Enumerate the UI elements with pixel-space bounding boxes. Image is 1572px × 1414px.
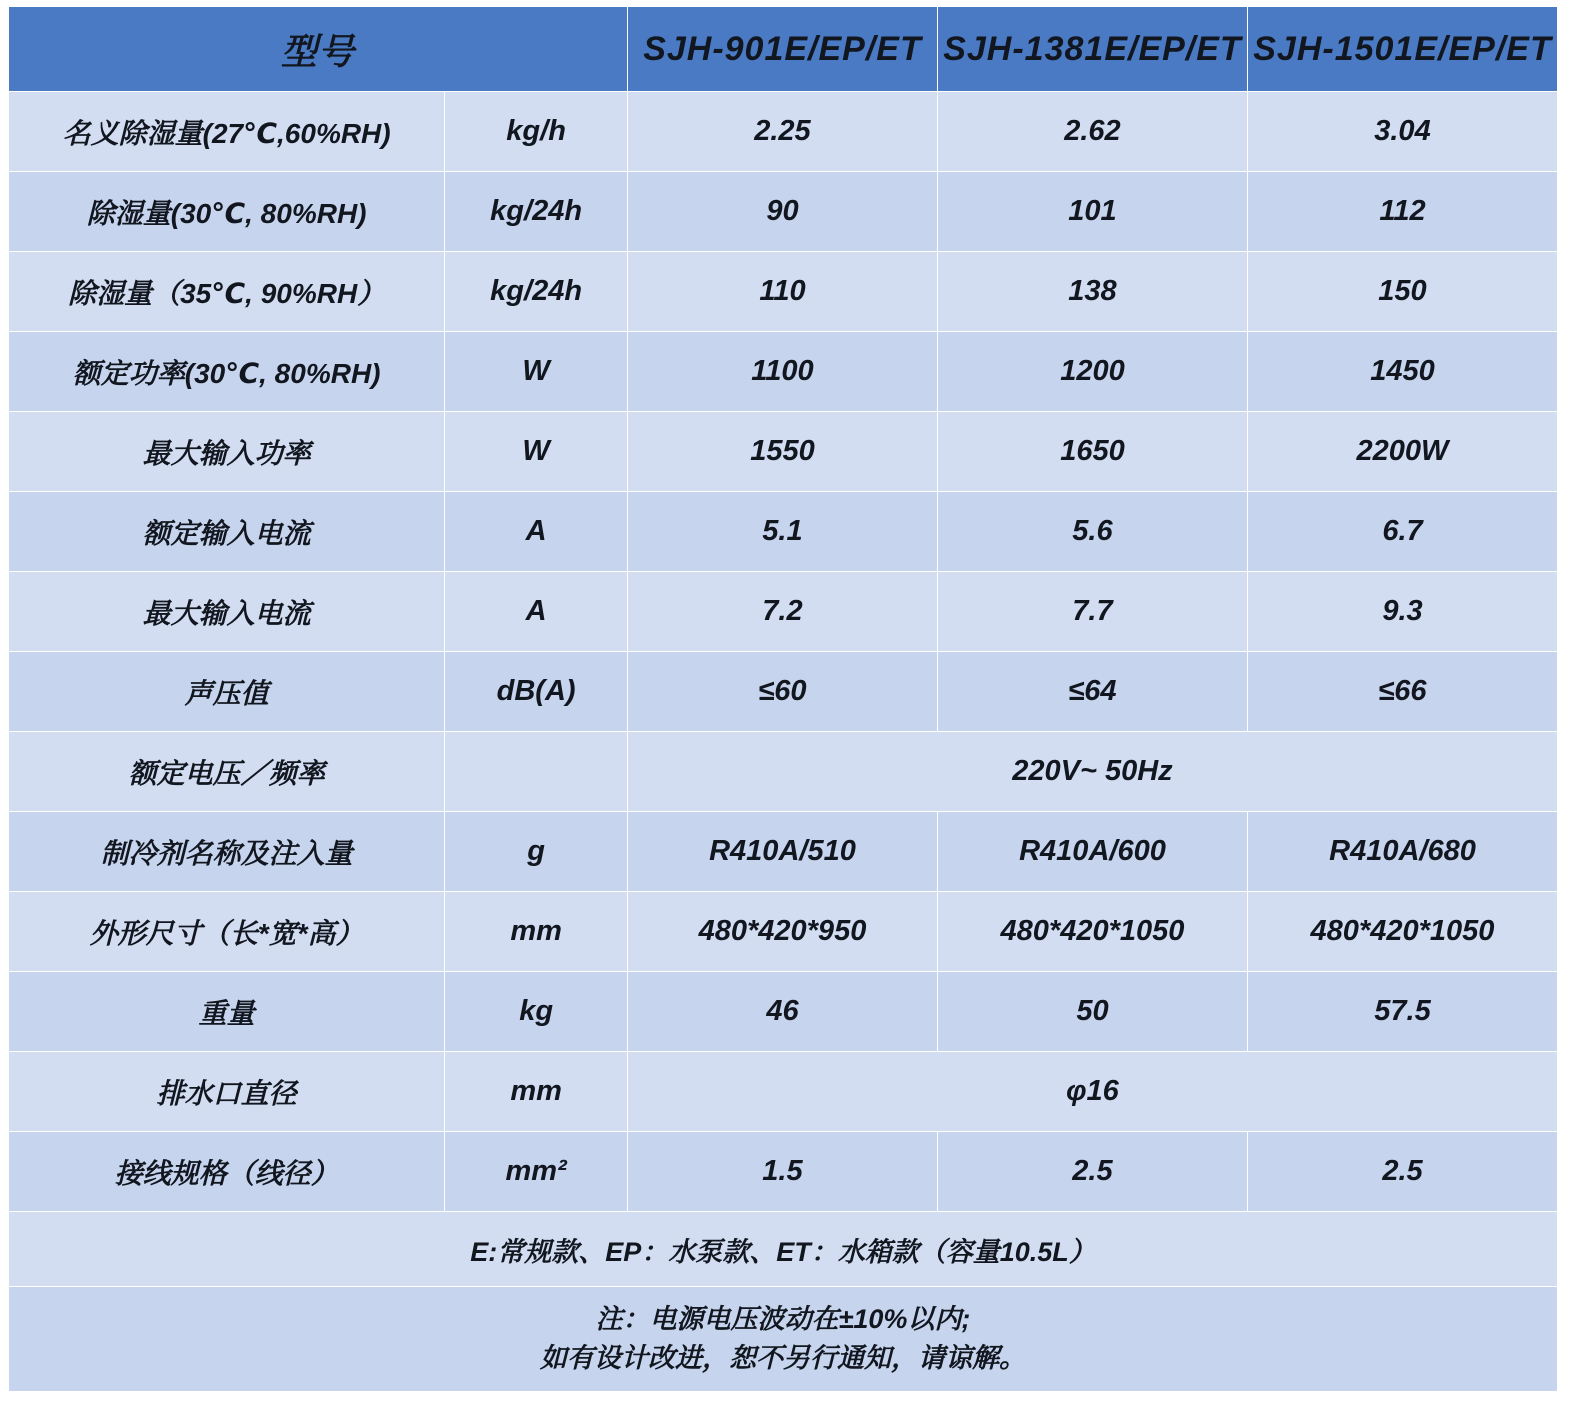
table-row [9,652,1558,732]
row-value-2: 5.6 [937,492,1247,572]
row-value-span: 220V~ 50Hz [627,732,1557,812]
row-value-2: 101 [937,172,1247,252]
row-value-1: 480*420*950 [627,892,937,972]
row-label: 额定输入电流 [9,492,445,572]
row-value-3: 3.04 [1247,92,1557,172]
row-value-1: 1.5 [627,1132,937,1212]
table-row-voltage [9,732,1558,812]
row-value-1: R410A/510 [627,812,937,892]
row-label: 排水口直径 [9,1052,445,1132]
row-value-2: 1200 [937,332,1247,412]
row-value-1: 90 [627,172,937,252]
row-unit: kg/24h [445,252,628,332]
row-value-3: 6.7 [1247,492,1557,572]
table-row [9,172,1558,252]
row-unit: kg [445,972,628,1052]
row-label: 名义除湿量(27℃,60%RH) [9,92,445,172]
table-row [9,1132,1558,1212]
row-value-3: R410A/680 [1247,812,1557,892]
table-row [9,572,1558,652]
row-label: 额定电压／频率 [9,732,445,812]
row-label: 除湿量（35℃, 90%RH） [9,252,445,332]
footer-note-line-2: 如有设计改进，恕不另行通知，请谅解。 [540,1343,1026,1373]
row-value-1: ≤60 [627,652,937,732]
table-row [9,812,1558,892]
row-unit: g [445,812,628,892]
row-value-3: 2200W [1247,412,1557,492]
row-value-3: 112 [1247,172,1557,252]
row-value-1: 1550 [627,412,937,492]
footer-note-row [9,1287,1558,1392]
row-label: 外形尺寸（长*宽*高） [9,892,445,972]
row-value-3: 9.3 [1247,572,1557,652]
row-label: 声压值 [9,652,445,732]
row-value-3: 1450 [1247,332,1557,412]
row-label: 接线规格（线径） [9,1132,445,1212]
row-value-1: 46 [627,972,937,1052]
row-value-1: 5.1 [627,492,937,572]
row-unit: kg/h [445,92,628,172]
row-label: 最大输入功率 [9,412,445,492]
row-unit: W [445,412,628,492]
row-value-2: 480*420*1050 [937,892,1247,972]
footer-note-line-1: 注：电源电压波动在±10%以内; [595,1303,971,1334]
row-value-3: 150 [1247,252,1557,332]
footer-note [9,1287,1558,1392]
header-model-label: 型号 [9,7,628,92]
row-value-2: 2.5 [937,1132,1247,1212]
row-unit: mm [445,892,628,972]
row-label: 除湿量(30℃, 80%RH) [9,172,445,252]
row-label: 最大输入电流 [9,572,445,652]
row-unit: A [445,572,628,652]
row-unit: A [445,492,628,572]
row-value-1: 1100 [627,332,937,412]
table-row [9,412,1558,492]
table-header [9,7,1558,92]
row-value-2: 138 [937,252,1247,332]
row-value-2: ≤64 [937,652,1247,732]
specification-table [8,6,1558,1392]
table-row [9,332,1558,412]
row-unit: W [445,332,628,412]
row-value-2: 7.7 [937,572,1247,652]
row-label: 重量 [9,972,445,1052]
row-value-3: 2.5 [1247,1132,1557,1212]
row-value-2: 50 [937,972,1247,1052]
table-row [9,892,1558,972]
row-value-2: 2.62 [937,92,1247,172]
row-label: 额定功率(30℃, 80%RH) [9,332,445,412]
row-label: 制冷剂名称及注入量 [9,812,445,892]
row-value-2: R410A/600 [937,812,1247,892]
row-unit: mm² [445,1132,628,1212]
table-row [9,492,1558,572]
row-value-1: 2.25 [627,92,937,172]
variant-note: E:常规款、EP：水泵款、ET：水箱款（容量10.5L） [9,1212,1558,1287]
table-row [9,252,1558,332]
row-value-1: 110 [627,252,937,332]
row-value-3: ≤66 [1247,652,1557,732]
row-unit: kg/24h [445,172,628,252]
header-model-2: SJH-1381E/EP/ET [937,7,1247,92]
row-unit: mm [445,1052,628,1132]
row-value-2: 1650 [937,412,1247,492]
table-row [9,92,1558,172]
header-model-3: SJH-1501E/EP/ET [1247,7,1557,92]
row-value-3: 57.5 [1247,972,1557,1052]
table-row-drain [9,1052,1558,1132]
row-unit [445,732,628,812]
row-unit: dB(A) [445,652,628,732]
row-value-3: 480*420*1050 [1247,892,1557,972]
table-header-row [9,7,1558,92]
row-value-1: 7.2 [627,572,937,652]
table-body [9,92,1558,1392]
variant-note-row [9,1212,1558,1287]
header-model-1: SJH-901E/EP/ET [627,7,937,92]
table-row [9,972,1558,1052]
row-value-span: φ16 [627,1052,1557,1132]
